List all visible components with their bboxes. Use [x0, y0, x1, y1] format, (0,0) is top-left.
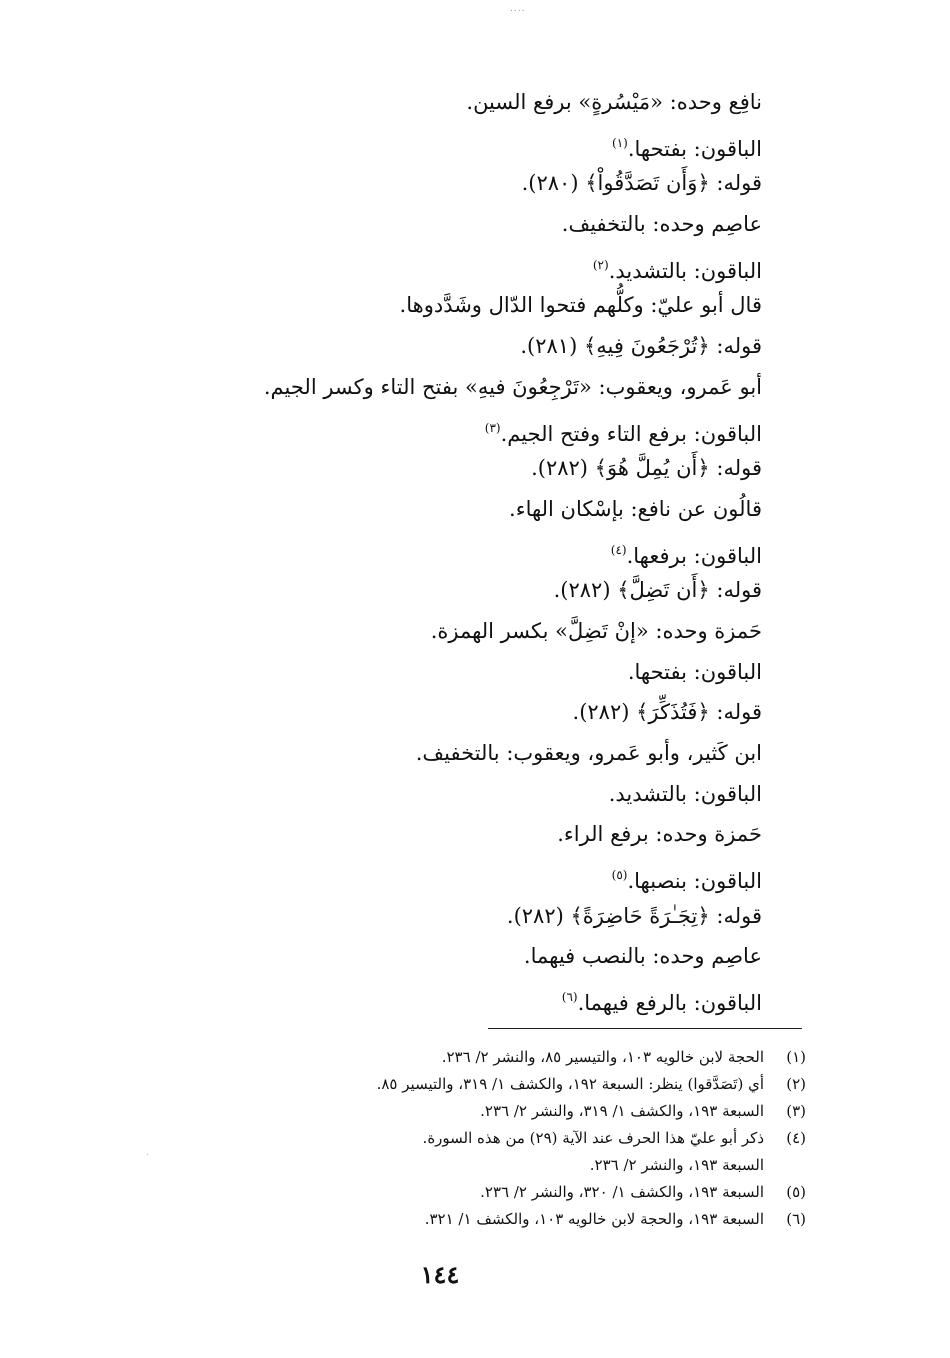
footnote-ref[interactable]: (٦): [561, 990, 578, 1005]
text-line: عاصِم وحده: بالتخفيف.: [561, 212, 762, 237]
footnote: [266, 1098, 806, 1125]
text-line: قوله: ﴿فَتُذَكِّرَ﴾ (٢٨٢).: [572, 700, 762, 725]
text-line: قوله: ﴿أَن تَضِلَّ﴾ (٢٨٢).: [553, 578, 762, 603]
footnote: [266, 1179, 806, 1206]
footnotes: [266, 1044, 806, 1233]
text-line: قالُون عن نافع: بإسْكان الهاء.: [509, 496, 762, 521]
page-number: ١٤٤: [420, 1260, 460, 1289]
footnote-continuation: السبعة ١٩٣، والنشر ٢/ ٢٣٦.: [589, 1156, 764, 1174]
footnote-text: السبعة ١٩٣، والكشف ١/ ٣٢٠، والنشر ٢/ ٢٣٦.: [480, 1183, 764, 1201]
text-line: حَمزة وحده: «إنْ تَضِلَّ» بكسر الهمزة.: [430, 618, 762, 643]
footnote-text: أي (تَصَدَّقوا) ينظر: السبعة ١٩٢، والكشف ١/ ٣١٩، والتيسير ٨٥.: [376, 1075, 764, 1093]
text-line: قوله: ﴿تِجَـٰرَةً حَاضِرَةً﴾ (٢٨٢).: [506, 903, 762, 928]
text-line: قوله: ﴿تُرْجَعُونَ فِيهِ﴾ (٢٨١).: [520, 334, 762, 359]
footnote-ref[interactable]: (٥): [611, 868, 628, 883]
header-mark: ....: [510, 4, 526, 14]
text-line: أبو عَمرو، ويعقوب: «تَرْجِعُونَ فيهِ» بفتح التاء وكسر الجيم.: [263, 374, 762, 399]
text-line: عاصِم وحده: بالنصب فيهما.: [523, 944, 762, 969]
text-line: نافِع وحده: «مَيْسُرةٍ» برفع السين.: [466, 90, 762, 114]
line-text: الباقون: بالتشديد.: [608, 258, 762, 283]
footnote-number: (٢): [786, 1075, 806, 1093]
text-line: [142, 530, 762, 571]
footnote-number: (٤): [786, 1129, 806, 1147]
text-line: ابن كَثير، وأبو عَمرو، ويعقوب: بالتخفيف.: [415, 741, 762, 765]
text-line: [142, 245, 762, 286]
line-text: الباقون: برفع التاء وفتح الجيم.: [500, 421, 762, 446]
text-line: [142, 123, 762, 164]
footnote-text: ذكر أبو عليّ هذا الحرف عند الآية (٢٩) من هذه السورة.: [422, 1129, 764, 1147]
text-line: [142, 855, 762, 896]
text-line: الباقون: بفتحها.: [627, 659, 762, 684]
footnote: [266, 1044, 806, 1071]
footnote-ref[interactable]: (٤): [610, 542, 627, 557]
footnote-text: الحجة لابن خالويه ١٠٣، والتيسير ٨٥، والنشر ٢/ ٢٣٦.: [441, 1048, 764, 1066]
footnote-number: (٦): [786, 1210, 806, 1228]
footnote-text: السبعة ١٩٣، والكشف ١/ ٣١٩، والنشر ٢/ ٢٣٦.: [480, 1102, 764, 1120]
footnote-text: السبعة ١٩٣، والحجة لابن خالويه ١٠٣، والكشف ١/ ٣٢١.: [424, 1210, 764, 1228]
text-line: قوله: ﴿وَأَن تَصَدَّقُواْ﴾ (٢٨٠).: [521, 171, 762, 196]
text-line: [142, 977, 762, 1018]
line-text: الباقون: برفعها.: [626, 543, 762, 568]
footnote-number: (٥): [786, 1183, 806, 1201]
footnote-number: (١): [786, 1048, 806, 1066]
footnote: [266, 1206, 806, 1233]
footnote: [266, 1125, 806, 1152]
main-text: [142, 82, 762, 1018]
line-text: الباقون: بنصبها.: [627, 869, 762, 894]
text-line: [142, 408, 762, 449]
text-line: قال أبو عليّ: وكلُّهم فتحوا الدّال وشَدَّدوها.: [399, 293, 762, 318]
footnote-divider: [488, 1028, 802, 1029]
text-line: الباقون: بالتشديد.: [608, 781, 762, 806]
footnote-ref[interactable]: (٣): [484, 420, 501, 435]
footnote-ref[interactable]: (١): [612, 135, 628, 150]
footnote: [266, 1071, 806, 1098]
stray-mark: ·: [146, 1150, 150, 1161]
line-text: الباقون: بالرفع فيهما.: [577, 991, 762, 1016]
line-text: الباقون: بفتحها.: [627, 136, 762, 161]
footnote-number: (٣): [786, 1102, 806, 1120]
text-line: حَمزة وحده: برفع الراء.: [557, 822, 762, 847]
footnote-ref[interactable]: (٢): [592, 257, 609, 272]
text-line: قوله: ﴿أَن يُمِلَّ هُوَ﴾ (٢٨٢).: [531, 456, 762, 481]
